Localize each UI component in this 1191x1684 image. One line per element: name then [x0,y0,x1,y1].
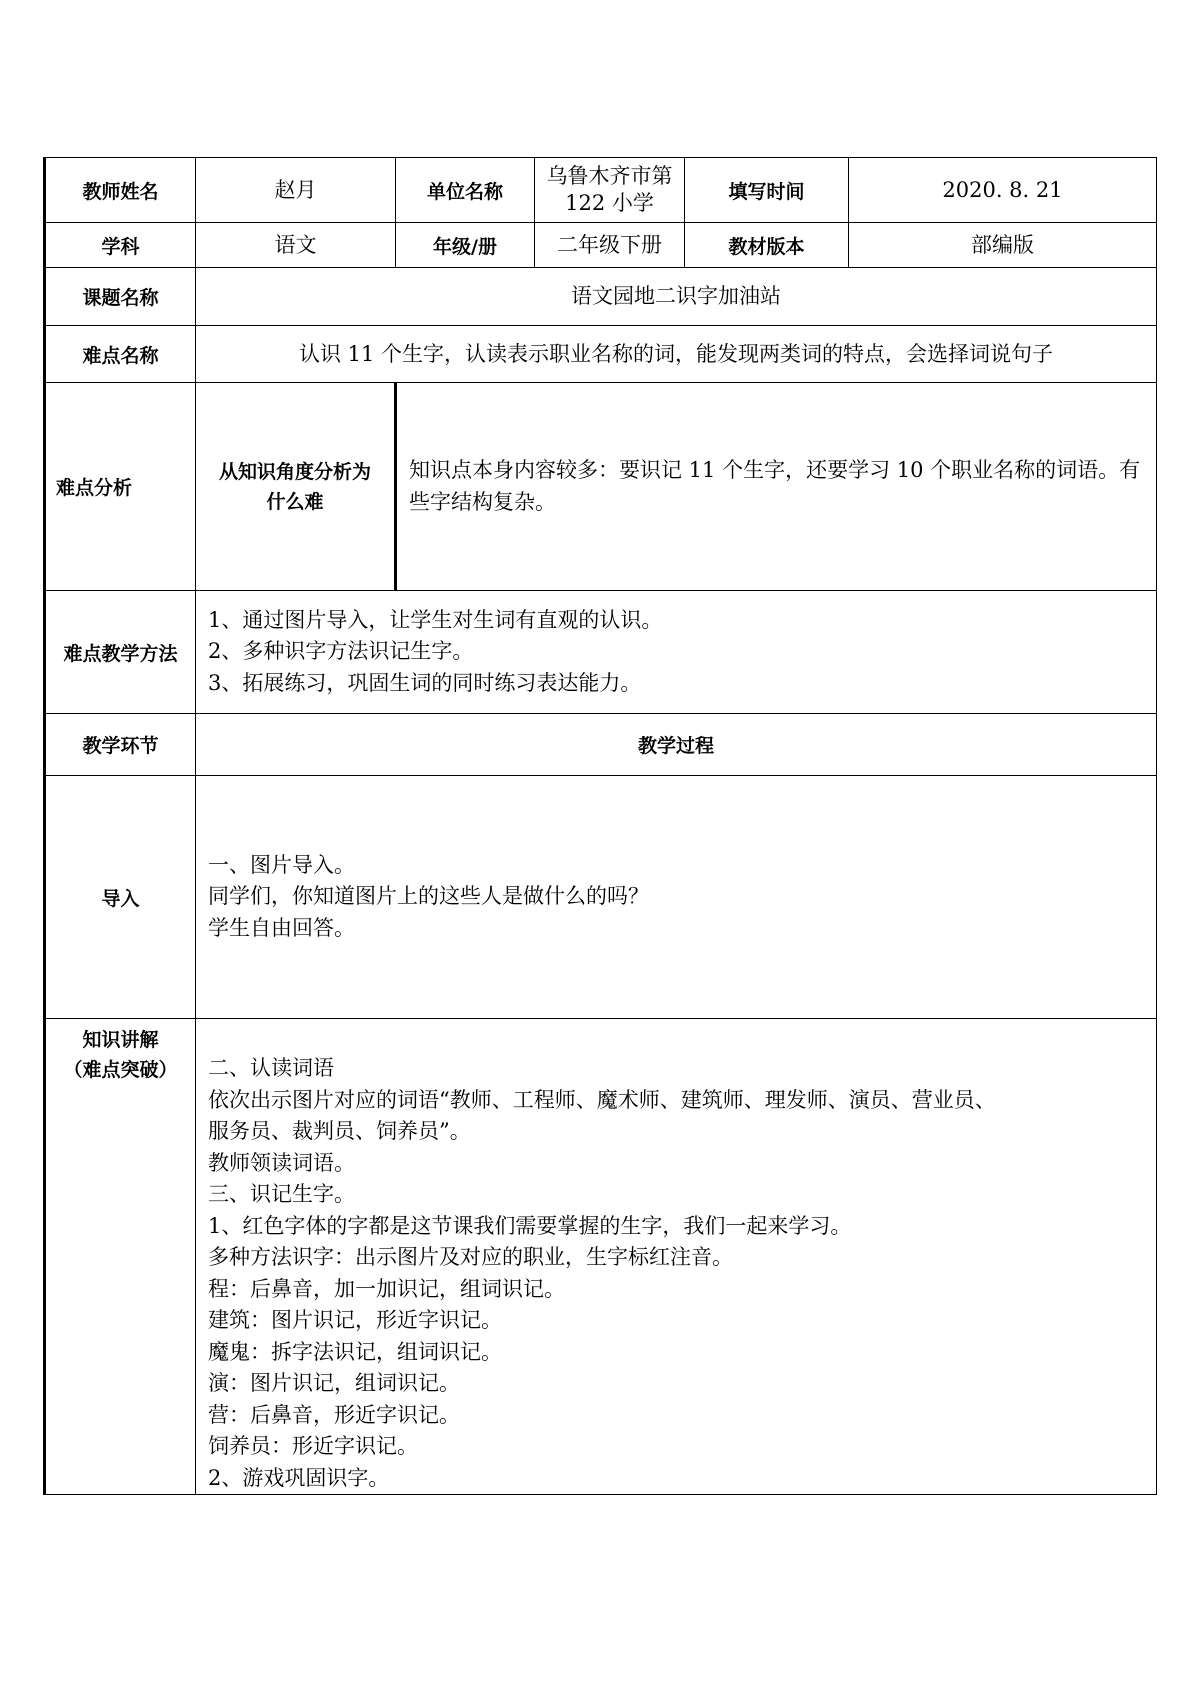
teacher-name-label: 教师姓名 [45,158,196,223]
unit-name-value [535,158,685,223]
row-topic [45,268,1157,326]
method-line-2: 2、多种识字方法识记生字。 [208,639,474,664]
lesson-plan-table [43,157,1157,1495]
analysis-sub-label-line1: 从知识角度分析为 [218,460,371,483]
row-method [45,591,1157,714]
unit-name-line1: 乌鲁木齐市第 [546,164,673,188]
explain-line-5: 三、识记生字。 [208,1182,355,1206]
topic-value: 语文园地二识字加油站 [196,268,1157,326]
method-lines [196,591,1157,714]
teaching-process-label: 教学过程 [196,714,1157,776]
intro-line-1: 一、图片导入。 [208,852,355,877]
intro-line-3: 学生自由回答。 [208,915,355,940]
method-line-3: 3、拓展练习，巩固生词的同时练习表达能力。 [208,670,642,695]
intro-lines [196,776,1157,1019]
explain-label-line1: 知识讲解 [82,1029,159,1051]
explain-line-14: 2、游戏巩固识字。 [208,1465,390,1490]
row-explain [45,1019,1157,1495]
row-intro [45,776,1157,1019]
explain-line-9: 建筑：图片识记，形近字识记。 [208,1308,502,1332]
analysis-sub-label-line2: 什么难 [266,490,324,513]
edition-value: 部编版 [849,223,1157,268]
explain-line-12: 营：后鼻音，形近字识记。 [208,1402,460,1427]
row-analysis [45,383,1157,591]
intro-line-2: 同学们，你知道图片上的这些人是做什么的吗？ [208,884,649,909]
subject-label: 学科 [45,223,196,268]
intro-label: 导入 [45,776,196,1019]
explain-line-2: 依次出示图片对应的词语“教师、工程师、魔术师、建筑师、理发师、演员、营业员、 [208,1087,996,1112]
explain-line-8: 程：后鼻音，加一加识记，组词识记。 [208,1276,565,1301]
grade-label: 年级/册 [396,223,535,268]
explain-line-13: 饲养员：形近字识记。 [208,1434,418,1458]
lesson-plan-form [43,157,1155,1495]
explain-line-11: 演：图片识记，组词识记。 [208,1371,460,1395]
teaching-stage-label: 教学环节 [45,714,196,776]
explain-line-3: 服务员、裁判员、饲养员”。 [208,1119,471,1143]
row-header-info [45,158,1157,223]
unit-name-label: 单位名称 [396,158,535,223]
explain-lines [196,1019,1157,1495]
difficulty-label: 难点名称 [45,326,196,383]
unit-name-line2: 122 小学 [565,191,654,215]
method-line-1: 1、通过图片导入，让学生对生词有直观的认识。 [208,607,663,632]
row-difficulty [45,326,1157,383]
edition-label: 教材版本 [685,223,849,268]
topic-label: 课题名称 [45,268,196,326]
explain-label [45,1019,196,1495]
row-subject-info [45,223,1157,268]
analysis-sub-label [196,383,396,591]
explain-line-7: 多种方法识字：出示图片及对应的职业，生字标红注音。 [208,1245,733,1269]
explain-line-6: 1、红色字体的字都是这节课我们需要掌握的生字，我们一起来学习。 [208,1213,852,1238]
analysis-text: 知识点本身内容较多：要识记 11 个生字，还要学习 10 个职业名称的词语。有些字结构复杂。 [396,383,1157,591]
teacher-name-value: 赵月 [196,158,396,223]
subject-value: 语文 [196,223,396,268]
explain-line-10: 魔鬼：拆字法识记，组词识记。 [208,1339,502,1364]
grade-value: 二年级下册 [535,223,685,268]
method-label: 难点教学方法 [45,591,196,714]
explain-line-1: 二、认读词语 [208,1056,334,1080]
difficulty-value: 认识 11 个生字，认读表示职业名称的词，能发现两类词的特点，会选择词说句子 [196,326,1157,383]
row-process-header [45,714,1157,776]
explain-line-4: 教师领读词语。 [208,1150,355,1175]
explain-label-line2: （难点突破） [63,1059,178,1081]
fill-date-value: 2020. 8. 21 [849,158,1157,223]
fill-date-label: 填写时间 [685,158,849,223]
analysis-label: 难点分析 [45,383,196,591]
